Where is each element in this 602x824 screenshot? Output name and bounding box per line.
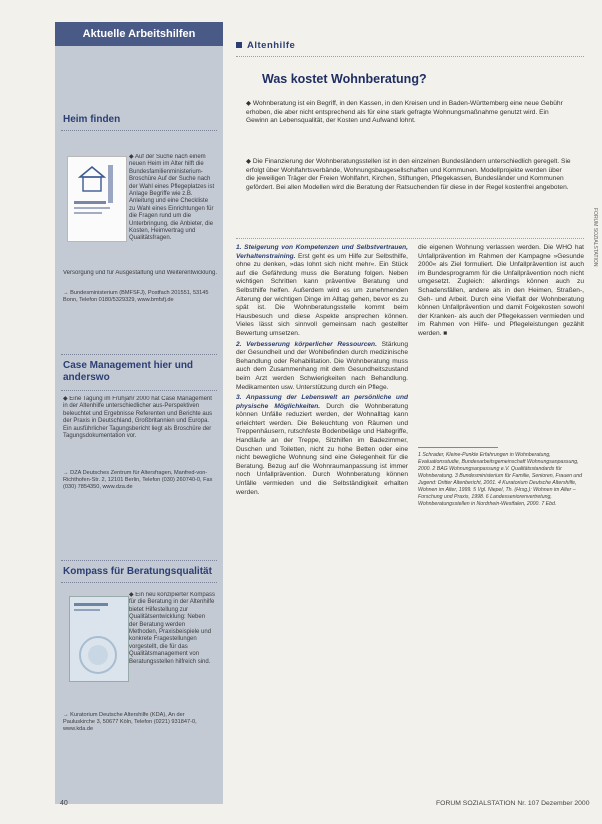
section-title-heim-finden: Heim finden xyxy=(63,114,121,125)
journal-footer: FORUM SOZIALSTATION Nr. 107 Dezember 2000 xyxy=(436,800,590,807)
sidebar-header: Aktuelle Arbeitshilfen xyxy=(55,22,223,46)
side-label: FORUM SOZIALSTATION xyxy=(592,208,598,267)
section-title-kompass: Kompass für Beratungsqualität xyxy=(63,566,212,577)
subheading-2: 2. Verbesserung körperlicher Ressourcen. xyxy=(236,340,377,348)
paragraph-continued: die eigenen Wohnung verlassen werden. Die WHO hat Unfallprävention im Rahmen der Kampagne »Gesunde 2000« als Ziel formuliert. Die Unfallprävention ist auch im Bundesprogramm für die Unfallprävention noch nicht umgesetzt. Zugleich: allerdings können auch zu Schadensfällen, andere als in den Heimen, Straßen-, Geh- und Arbeit. Durch eine Vielfalt der Wohnberatung können Unfallprävention und damit Folgekosten sowohl der Kranken- als auch der Pflegekassen vermieden und im Rahmen von Hilfe- und Pflegeleistungen gezählt werden. ■ xyxy=(418,244,584,337)
section-text-case-management: ◆ Eine Tagung im Frühjahr 2000 hat Case Management in der Altenhilfe unterschiedlicher aus-Perspektiven beleuchtet und Ergebnisse Referenten und Berichte aus der Praxis in Deutschland, Großbritannien und Europa. Ein ausführlicher Tagungsbericht liegt als Broschüre der Tagungsdokumentation vor. xyxy=(63,396,213,440)
article-title: Was kostet Wohnberatung? xyxy=(262,72,427,86)
house-icon xyxy=(68,157,126,241)
intro-paragraph-2: ◆ Die Finanzierung der Wohnberatungsstellen ist in den einzelnen Bundesländern unterschiedlich geregelt. Sie erfolgt über Wohlfahrtsverbände, Wohnungsbaugesellschaften und Kommunen. Modellprojekte werden über die jeweiligen Träger der Freien Wohlfahrt, Kirchen, Stiftungen, Pflegekassen, Bundesländer und Kommunen gefördert. Bei allen Modellen wird die Beratung der Ratsuchenden für diese in der Regel kostenfrei angeboten. xyxy=(246,158,571,191)
footnotes: 1 Schrader, Kleine-Punkte Erfahrungen in Wohnberatung, Evaluationsstudie, Bundesarbeitsgemeinschaft Wohnungsanpassung, 2000. 2 BAG Wohnungsanpassung e.V. Qualitätsstandards für Wohnberatung. 3 Bundesministerium für Familie, Senioren, Frauen und Jugend: Dritter Altenbericht, 2001. 4 Kuratorium Deutsche Altershilfe, Wohnen im Alter, 1999. 5 Vgl. Niepel, Th. (Hrsg.): Wohnen im Alter – Forschung und Praxis, 1998. 6 Landesseniorenvertretung, Wohnberatungsstellen in Nordrhein-Westfalen, 2000. 7 Ebd. xyxy=(418,452,583,507)
section-text-kompass: ◆ Ein neu konzipierter Kompass für die Beratung in der Altenhilfe bietet Hilfestellung zur Qualitätsentwicklung: Neben der Beratung werden Methoden, Praxisbeispiele und konkrete Fragestellungen vorgestellt, die für das Qualitätsmanagement von Beratungsstellen hilfreich sind. xyxy=(129,592,215,665)
section-title-case-management: Case Management hier und anderswo xyxy=(63,360,194,383)
compass-cover-image xyxy=(69,596,129,682)
divider xyxy=(61,560,217,561)
paragraph-3: Durch die Wohnberatung können Unfälle reduziert werden, der Wohnalltag kann erleichtert werden. Die Beleuchtung von Räumen und Treppenhäusern, rutschfeste Bodenbeläge und Haltegriffe, Handläufe an der Treppe, Sitzhilfen im Badezimmer, Duschen und Toiletten, nicht zu hohe Betten oder eine nicht bewegliche Wohnung sind eine Gelegenheit für die Beratung. Bezug auf die Wohnraumanpassung ist immer noch Unfallprävention. Durch Wohnberatung können Unfälle vermieden und die Selbständigkeit erhalten werden. xyxy=(236,402,408,496)
brochure-cover-image xyxy=(67,156,127,242)
contact-heim-finden: → Bundesministerium (BMFSFJ), Postfach 201551, 53145 Bonn, Telefon 0180/5329329, www.bmfsfj.de xyxy=(63,290,209,303)
divider xyxy=(61,354,217,355)
contact-case-management: → DZA Deutsches Zentrum für Altersfragen, Manfred-von-Richthofen-Str. 2, 12101 Berlin, Telefon (030) 260740-0, Fax (030) 7854350, www.dza.de xyxy=(63,470,213,490)
divider xyxy=(61,582,217,583)
contact-kompass: → Kuratorium Deutsche Altershilfe (KDA), An der Pauluskirche 3, 50677 Köln, Telefon (0221) 931847-0, www.kda.de xyxy=(63,712,197,732)
divider xyxy=(61,130,217,131)
footnote-divider xyxy=(418,447,498,448)
divider xyxy=(236,238,584,239)
compass-cover-art xyxy=(70,597,128,681)
paragraph-1: Erst geht es um Hilfe zur Selbsthilfe, ohne zu denken, »das lohnt sich nicht mehr«. Ein Stück auf die Gefährdung muss die Beratung folgen. Neben wichtigen Schritten kann präventive Beratung und Selbsthilfe helfen. Außerdem wird es um zunehmenden Alterung der wichtigen Dinge im Alltag gehen, bevor es zu spät ist. Die Wohnberatungsstelle kommt beim Hausbesuch und diese Aspekte ansprechen können. Vieles lässt sich sinnvoll gemeinsam nach gestellter Bewertung umsetzen. xyxy=(236,252,408,337)
section-text-heim-finden: ◆ Auf der Suche nach einem neuen Heim im Alter hilft die Bundesfamilienministerium- Broschüre Auf der Suche nach der Wahl eines Pflegeplatzes ist Anlage Begriffe wie z.B. Anleitung und eine Checkliste zu Wahl eines Einrichtungen für die Fragen rund um die Unterbringung, die Anbieter, die Kosten, Heimvertrag und Qualitätsfragen. xyxy=(129,154,215,242)
divider xyxy=(236,56,584,57)
subheading-1: 1. Steigerung von Kompetenzen und Selbstvertrauen, Verhaltenstraining. xyxy=(236,244,408,260)
sidebar xyxy=(55,22,223,804)
article-column-right xyxy=(418,244,584,442)
subheading-3: 3. Anpassung der Lebenswelt an persönliche und physische Möglichkeiten. xyxy=(236,394,408,410)
section-marker-icon xyxy=(236,42,242,48)
page-number: 40 xyxy=(60,800,68,807)
section-text-heim-finden-cont: Versorgung und für Ausgestaltung und Weiterentwicklung. xyxy=(63,270,217,276)
divider xyxy=(61,390,217,391)
intro-paragraph-1: ◆ Wohnberatung ist ein Begriff, in den Kassen, in den Kreisen und in Baden-Württemberg eine neue Gebühr erhoben, die aber nicht entsprechend als für eine stark gefragte Wohnungsmaßnahme genutzt wird. Ein Gewinn an Lebensqualität, der Kosten und Aufwand lohnt. xyxy=(246,100,563,125)
article-column-left xyxy=(236,244,408,794)
paragraph-2: Stärkung der Gesundheit und der Wohlbefinden durch medizinische Behandlung oder Rehabilitation. Die Wohnberatung muss auch dem Zusammenhang mit dem Gesundheitszustand beim Arzt werden Schwierigkeiten nach Behandlung. Medikamenten usw. Unterstützung durch ein Pflege. xyxy=(236,340,408,391)
section-tag: Altenhilfe xyxy=(236,40,295,51)
